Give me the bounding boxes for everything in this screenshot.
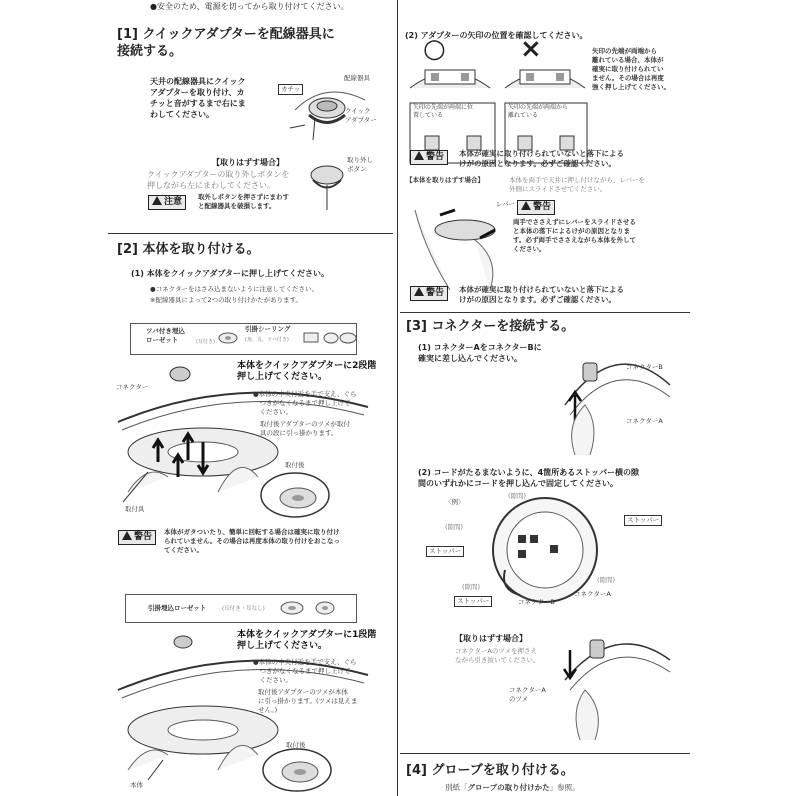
section-4-reference: 別紙「グローブの取り付けかた」参照。 xyxy=(445,783,580,792)
box1-item1-sub: (耳付き) xyxy=(196,339,215,345)
section-divider xyxy=(400,753,690,754)
safety-note: ●安全のため、電源を切ってから取り付けてください。 xyxy=(150,2,349,11)
label-lever: レバー xyxy=(496,200,516,208)
gap-label-2: (隙間) xyxy=(445,523,464,531)
label-body: 本体 xyxy=(130,781,143,789)
push-2-title: 本体をクイックアダプターに2段階 押し上げてください。 xyxy=(237,361,377,382)
gap-label-4: (隙間) xyxy=(462,583,481,591)
column-divider xyxy=(397,0,398,796)
label-claw: コネクターA のツメ xyxy=(509,686,546,703)
push-2-claw: 取付後アダプターのツメが取付 具の段に引っ掛かります。 xyxy=(260,420,350,437)
box1-item2: 引掛シーリング xyxy=(245,325,291,333)
section-2-note2: ※配線器具によって2つの取り付けかたがあります。 xyxy=(150,296,303,304)
after-install-detail-1 xyxy=(258,470,333,520)
push-1-title: 本体をクイックアダプターに1段階 押し上げてください。 xyxy=(237,630,377,651)
section-3-title: [3] コネクターを接続する。 xyxy=(406,319,575,334)
warning-triangle-icon xyxy=(414,287,424,296)
section-2-note1: ●コネクターをはさみ込まないように注意してください。 xyxy=(150,285,319,293)
connector-illustration xyxy=(555,345,675,455)
ng-explanation: 矢印の先端が両端から 離れている場合、本体が 確実に取り付けられてい ません。その場合は再度 強く押し上げてください。 xyxy=(592,47,670,91)
example-label: 〈例〉 xyxy=(445,498,465,506)
push-1-note: ●本体の中央付近を手で支え、ぐら つきがなくなるまで押し上げて ください。 xyxy=(253,658,357,684)
section-divider xyxy=(108,233,393,234)
warning-text: 本体がガタついたり、簡単に回転する場合は確実に取り付け られていません。その場合は再度本体の取り付けをおこなっ てください。 xyxy=(164,528,340,554)
label-connector-a: コネクターA xyxy=(626,417,663,425)
box1-item2-sub: (角、丸、ツバ付き) xyxy=(245,337,289,343)
s3-remove-text: コネクターAのツメを押さえ ながら引き抜いてください。 xyxy=(455,647,540,664)
remove-body-text: 本体を両手で天井に押し付けながら、レバーを 外側にスライドさせてください。 xyxy=(509,176,646,193)
warning-2-text: 両手でささえずにレバーをスライドさせる と本体の落下によるけがの原因となりま す。必ず両手でささえながら本体を外して ください。 xyxy=(513,218,636,253)
section-1-text: 天井の配線器具にクイック アダプターを取り付け、カ チッと音がするまで右にま わしてください。 xyxy=(150,77,246,119)
remove-title: 【取りはずす場合】 xyxy=(212,158,284,167)
warning-badge-1: 警告 xyxy=(410,150,448,165)
warning-triangle-icon xyxy=(414,151,424,160)
section-1-title: [1] クイックアダプターを配線器具に 接続する。 xyxy=(117,27,335,59)
remove-button-illustration xyxy=(305,155,355,215)
gap-label-1: (隙間) xyxy=(508,492,527,500)
box2-item: 引掛埋込ローゼット xyxy=(148,604,207,612)
stopper-label-3: ストッパー xyxy=(454,596,492,607)
section-2-title: [2] 本体を取り付ける。 xyxy=(117,242,260,257)
caution-text: 取外しボタンを押さずにまわす と配線器具を破損します。 xyxy=(198,193,289,210)
push-1-claw: 取付後アダプターのツメが本体 に引っ掛かります。(ツメは見えま せん。) xyxy=(258,688,358,714)
label-remove-button: 取り外し ボタン xyxy=(347,156,373,173)
ok-caption: 矢印の先端が両端に位 置している xyxy=(413,104,474,119)
ng-caption: 矢印の先端が両端から 離れている xyxy=(508,104,569,119)
label-fixture: 配線器具 xyxy=(344,74,370,82)
rosette-icon xyxy=(218,331,238,345)
gap-label-3: (隙間) xyxy=(597,576,616,584)
section-4-title: [4] グローブを取り付ける。 xyxy=(406,763,574,778)
after-install-detail-2 xyxy=(260,746,335,794)
label-connector-b-2: コネクターB xyxy=(518,598,555,606)
ok-symbol: ○ xyxy=(423,34,446,64)
stopper-label-1: ストッパー xyxy=(624,515,662,526)
remove-text: クイックアダプターの取り外しボタンを 押しながら左にまわしてください。 xyxy=(147,170,290,190)
warning-triangle-icon xyxy=(122,531,132,540)
label-connector-b: コネクターB xyxy=(626,363,663,371)
label-kachi: カチッ xyxy=(278,84,303,95)
warning-triangle-icon xyxy=(521,201,531,210)
s3-remove-title: 【取りはずす場合】 xyxy=(455,634,527,643)
label-mounting-fixture: 取付具 xyxy=(125,505,145,513)
remove-body-title: 【本体を取りはずす場合】 xyxy=(406,176,484,184)
label-connector-a-2: コネクターA xyxy=(574,590,611,598)
label-after-install: 取付後 xyxy=(285,461,305,469)
stopper-label-2: ストッパー xyxy=(426,546,464,557)
check-arrow-title: (2) アダプターの矢印の位置を確認してください。 xyxy=(405,31,588,40)
warning-triangle-icon xyxy=(152,196,162,205)
push-2-note: ●本体の中央付近を手で支え、ぐら つきがなくなるまで押し上げて ください。 xyxy=(253,390,357,416)
rosette-icons xyxy=(280,600,340,616)
connector-remove-illustration xyxy=(555,630,675,740)
warning-badge-3: 警告 xyxy=(410,286,448,301)
label-after-install-2: 取付後 xyxy=(286,741,306,749)
box2-item-sub: (耳付き・耳なし) xyxy=(222,606,265,612)
box1-item1: ツバ付き埋込 ローゼット xyxy=(146,327,185,344)
label-quick-adapter: クイック アダプター xyxy=(345,107,377,124)
section-3-step1: (1) コネクターAをコネクターBに 確実に差し込んでください。 xyxy=(418,343,542,363)
section-2-step1: (1) 本体をクイックアダプターに押し上げてください。 xyxy=(131,269,329,278)
section-3-step2: (2) コードがたるまないように、4箇所あるストッパー横の隙 間のいずれかにコードを押し込んで固定してください。 xyxy=(418,468,639,488)
warning-1-text: 本体が確実に取り付けられていないと落下による けがの原因となります。必ずご確認ください。 xyxy=(459,149,624,168)
ng-symbol: × xyxy=(520,34,542,64)
caution-badge: 注意 xyxy=(148,195,186,210)
warning-3-text: 本体が確実に取り付けられていないと落下による けがの原因となります。必ずご確認ください。 xyxy=(459,285,624,304)
section-divider xyxy=(400,312,690,313)
warning-badge-2: 警告 xyxy=(517,200,555,215)
warning-badge: 警告 xyxy=(118,530,156,545)
ceiling-hook-icons xyxy=(303,331,358,345)
label-connector: コネクター xyxy=(116,383,149,391)
